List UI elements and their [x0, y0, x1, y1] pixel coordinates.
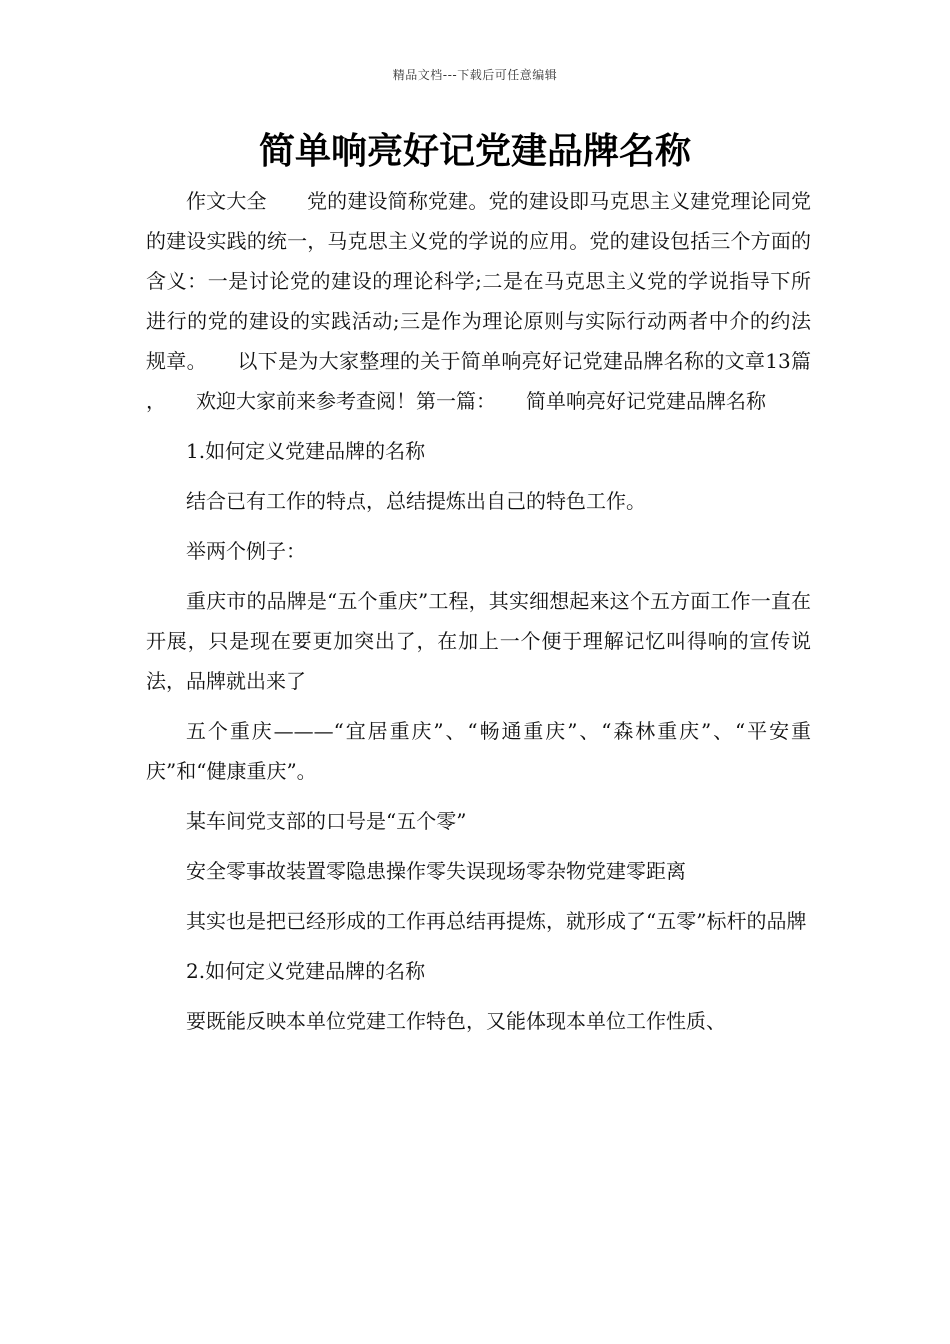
paragraph: 某车间党支部的口号是“五个零” [186, 809, 467, 833]
paragraph: 安全零事故装置零隐患操作零失误现场零杂物党建零距离 [186, 859, 686, 883]
paragraph: 五个重庆———“宜居重庆”、“畅通重庆”、“森林重庆”、“平安重庆”和“健康重庆”。 [146, 719, 811, 783]
document-body [146, 181, 851, 1051]
paragraph: 举两个例子： [186, 539, 306, 563]
paragraph: 重庆市的品牌是“五个重庆”工程，其实细想起来这个五方面工作一直在开展，只是现在要更加突出了，在加上一个便于理解记忆叫得响的宣传说法，品牌就出来了 [146, 589, 811, 693]
paragraph: 要既能反映本单位党建工作特色，又能体现本单位工作性质、 [186, 1009, 726, 1033]
paragraph-intro: 作文大全 党的建设简称党建。党的建设即马克思主义建党理论同党的建设实践的统一，马克思主义党的学说的应用。党的建设包括三个方面的含义：一是讨论党的建设的理论科学;二是在马克思主义党的学说指导下所进行的党的建设的实践活动;三是作为理论原则与实际行动两者中介的约法规章。 以下是为大家整理的关于简单响亮好记党建品牌名称的文章13篇 ， 欢迎大家前来参考查阅！第一篇： 简单响亮好记党建品牌名称 [146, 189, 851, 413]
document-title: 简单响亮好记党建品牌名称 [258, 131, 691, 172]
paragraph-heading-1: 1.如何定义党建品牌的名称 [186, 439, 426, 463]
paragraph: 结合已有工作的特点，总结提炼出自己的特色工作。 [186, 489, 646, 513]
paragraph: 其实也是把已经形成的工作再总结再提炼，就形成了“五零”标杆的品牌 [186, 909, 807, 933]
paragraph-heading-2: 2.如何定义党建品牌的名称 [186, 959, 426, 983]
header-note: 精品文档---下载后可任意编辑 [392, 68, 558, 82]
